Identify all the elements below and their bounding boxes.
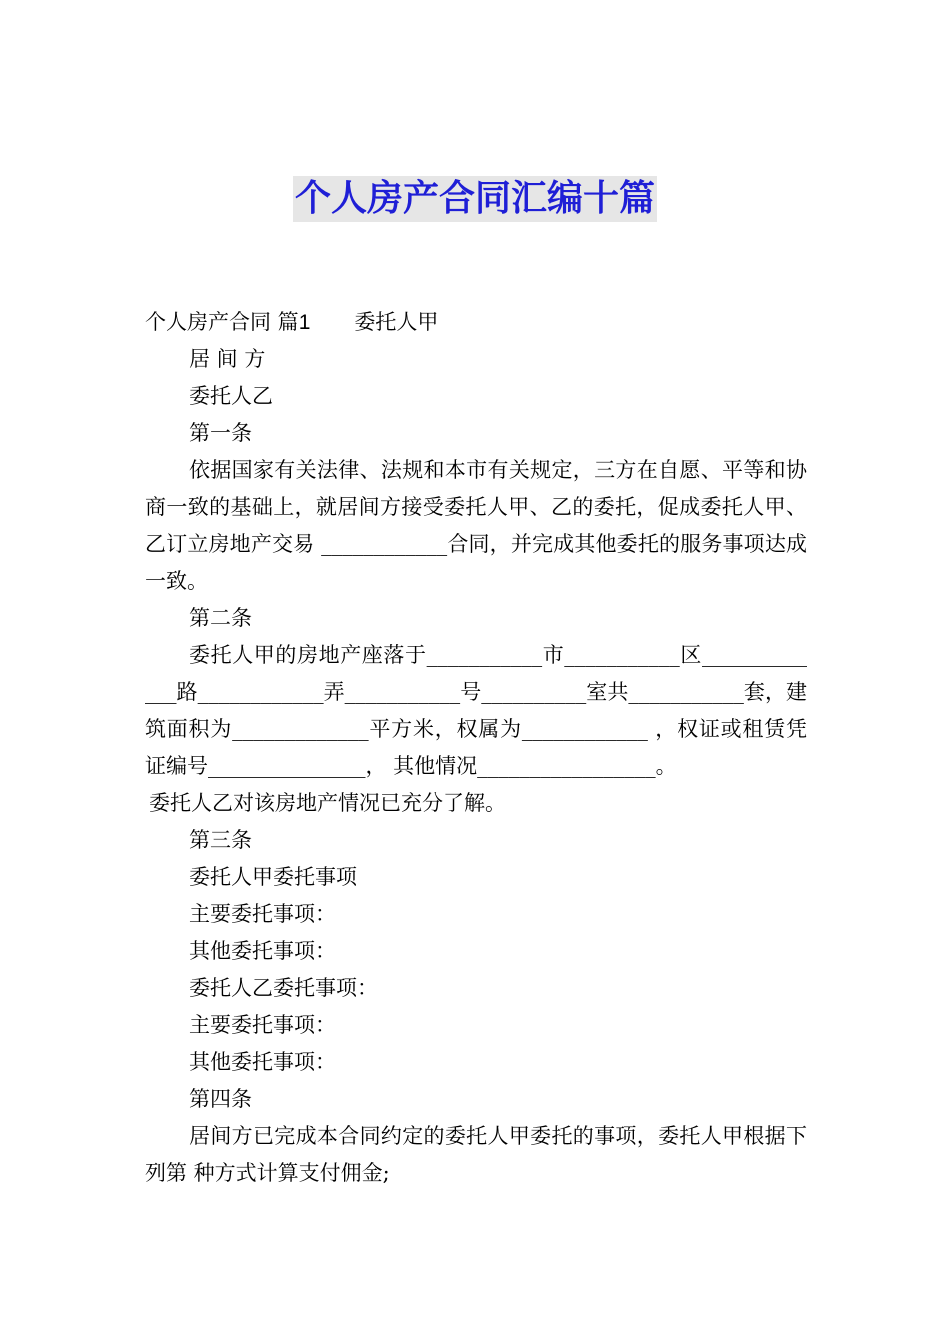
article-3-item-d: 委托人乙委托事项： — [189, 976, 378, 1000]
document-body — [145, 304, 807, 1192]
section-heading-label: 个人房产合同 篇 — [145, 310, 299, 334]
article-1-text: 依据国家有关法律、法规和本市有关规定，三方在自愿、平等和协商一致的基础上，就居间方接受委托人甲、乙的委托，促成委托人甲、乙订立房地产交易 ____________合同，并完成其他委托的服务事项达成一致。 — [145, 458, 807, 593]
article-2-tail: 委托人乙对该房地产情况已充分了解。 — [149, 791, 506, 815]
section-heading-number: 1 — [298, 311, 311, 334]
document-title-text: 个人房产合同汇编十篇 — [293, 176, 657, 222]
article-1-title: 第一条 — [189, 421, 252, 445]
article-2-text: 委托人甲的房地产座落于___________市___________区_____________路____________弄___________号__________室共___________套，建筑面积为_____________平方米，权属为____________ ，权证或租赁凭证编号_______________， 其他情况_________________。 — [145, 643, 807, 778]
article-3-item-f: 其他委托事项： — [189, 1050, 336, 1074]
article-3-item-c: 其他委托事项： — [189, 939, 336, 963]
article-3-item-e: 主要委托事项： — [189, 1013, 336, 1037]
paragraph-party-b: 委托人乙 — [189, 384, 273, 408]
section-heading — [145, 304, 807, 341]
article-4-text: 居间方已完成本合同约定的委托人甲委托的事项，委托人甲根据下列第 种方式计算支付佣金; — [145, 1124, 807, 1185]
paragraph-broker: 居 间 方 — [189, 347, 266, 371]
article-2-title: 第二条 — [189, 606, 252, 630]
article-3-item-a: 委托人甲委托事项 — [189, 865, 357, 889]
section-heading-party: 委托人甲 — [354, 310, 439, 334]
article-3-item-b: 主要委托事项： — [189, 902, 336, 926]
document-title — [0, 176, 950, 222]
article-4-title: 第四条 — [189, 1087, 252, 1111]
article-3-title: 第三条 — [189, 828, 252, 852]
